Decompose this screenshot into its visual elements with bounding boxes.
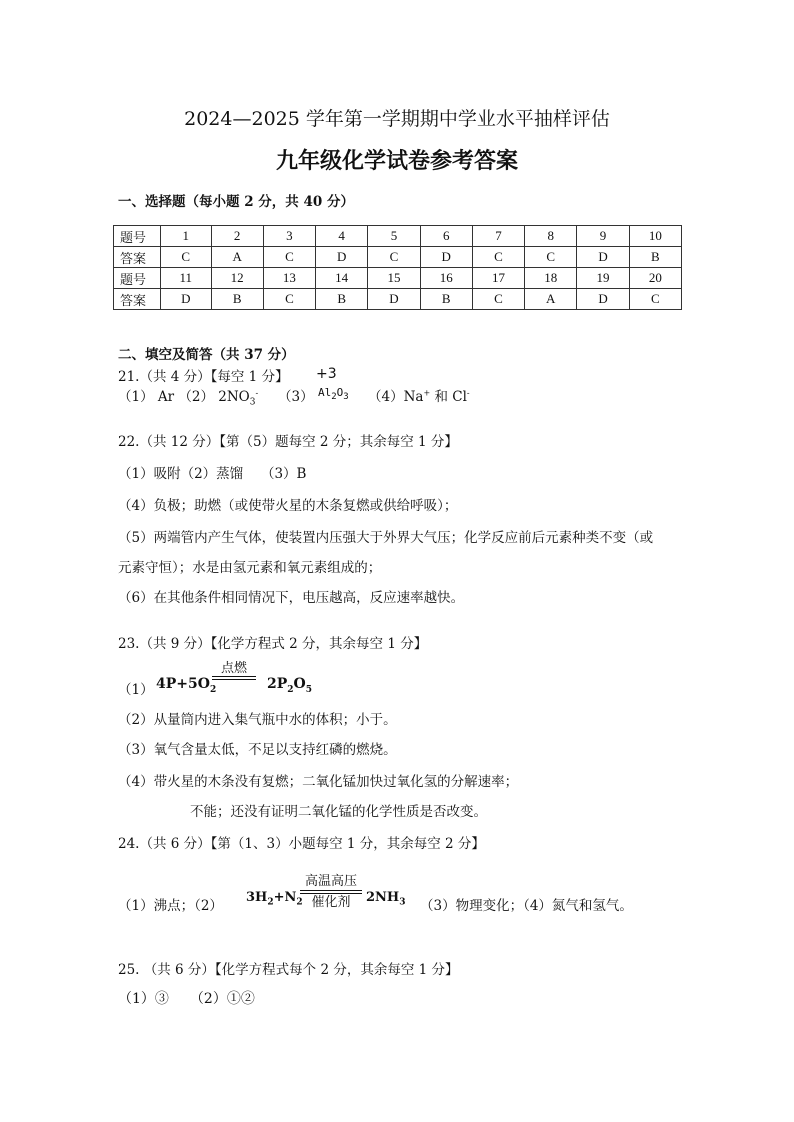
- table-cell: D: [577, 289, 629, 310]
- q24-eq-left: $3H_2+N_2$: [246, 890, 303, 908]
- table-row-header: 答案: [114, 247, 161, 268]
- table-cell: 17: [472, 268, 524, 289]
- table-cell: D: [577, 247, 629, 268]
- table-row: [114, 268, 682, 289]
- table-cell: 10: [629, 226, 681, 247]
- q24-header: 24.（共 6 分）【第（1、3）小题每空 1 分，其余每空 2 分】: [118, 836, 485, 852]
- table-cell: D: [420, 247, 472, 268]
- table-cell: 11: [161, 268, 212, 289]
- q24-cond-top: 高温高压: [304, 874, 357, 889]
- page-title: 2024—2025 学年第一学期期中学业水平抽样评估: [184, 108, 610, 130]
- table-cell: 15: [368, 268, 420, 289]
- table-cell: C: [263, 289, 315, 310]
- table-cell: 6: [420, 226, 472, 247]
- table-cell: B: [420, 289, 472, 310]
- table-cell: D: [368, 289, 420, 310]
- table-cell: B: [629, 247, 681, 268]
- table-cell: C: [368, 247, 420, 268]
- section2-heading: 二、填空及简答（共 37 分）: [118, 347, 295, 363]
- table-cell: 2: [211, 226, 263, 247]
- q24-eq-right: $2NH_3$: [366, 890, 406, 908]
- q21-valence: +3: [316, 366, 337, 382]
- q23-line5: 不能；还没有证明二氧化锰的化学性质是否改变。: [190, 804, 487, 820]
- answer-table: [113, 225, 682, 310]
- q23-eq-right: $2P_2O_5$: [267, 676, 313, 695]
- section1-heading: 一、选择题（每小题 2 分，共 40 分）: [118, 194, 354, 210]
- table-cell: D: [161, 289, 212, 310]
- table-row-header: 题号: [114, 226, 161, 247]
- q24-pre: （1）沸点；（2）: [118, 898, 223, 914]
- q23-header: 23.（共 9 分）【化学方程式 2 分，其余每空 1 分】: [118, 636, 428, 652]
- q22-line2: （4）负极；助燃（或使带火星的木条复燃或供给呼吸）；: [118, 498, 458, 514]
- page-subtitle: 九年级化学试卷参考答案: [275, 148, 518, 174]
- q21-a1-sup: -: [255, 388, 259, 398]
- q24-post: （3）物理变化；（4）氮气和氢气。: [420, 898, 633, 914]
- table-row: [114, 247, 682, 268]
- q22-line5: （6）在其他条件相同情况下，电压越高，反应速率越快。: [118, 590, 465, 606]
- table-cell: 5: [368, 226, 420, 247]
- q21-header: 21.（共 4 分）【每空 1 分】: [118, 369, 289, 385]
- q22-line1: （1）吸附（2）蒸馏 （3）B: [118, 466, 307, 482]
- table-cell: C: [263, 247, 315, 268]
- table-cell: D: [316, 247, 368, 268]
- table-cell: A: [525, 289, 577, 310]
- q21-answer-line: [118, 385, 258, 408]
- table-cell: 12: [211, 268, 263, 289]
- q22-line3: （5）两端管内产生气体，使装置内压强大于外界大气压；化学反应前后元素种类不变（或: [118, 530, 654, 546]
- q23-line2: （2）从量筒内进入集气瓶中水的体积；小于。: [118, 712, 397, 728]
- q21-a3-label: （3）: [278, 389, 314, 405]
- table-cell: 9: [577, 226, 629, 247]
- table-row: [114, 289, 682, 310]
- table-cell: 4: [316, 226, 368, 247]
- table-cell: 3: [263, 226, 315, 247]
- q23-line4: （4）带火星的木条没有复燃；二氧化锰加快过氧化氢的分解速率；: [118, 774, 519, 790]
- q25-header: 25. （共 6 分）【化学方程式每个 2 分，其余每空 1 分】: [118, 962, 459, 978]
- table-cell: 18: [525, 268, 577, 289]
- table-cell: 7: [472, 226, 524, 247]
- q23-eq-condition: 点燃: [220, 661, 247, 676]
- table-row-header: 答案: [114, 289, 161, 310]
- q24-cond-bottom: 催化剂: [311, 895, 351, 910]
- table-cell: A: [211, 247, 263, 268]
- q21-al2o3: $Al_2O_3$: [318, 386, 349, 403]
- q21-a1: （1） Ar （2） 2NO: [118, 389, 250, 405]
- table-row: [114, 226, 682, 247]
- table-cell: 16: [420, 268, 472, 289]
- table-row-header: 题号: [114, 268, 161, 289]
- q22-line4: 元素守恒）；水是由氢元素和氧元素组成的；: [118, 560, 382, 576]
- table-cell: C: [629, 289, 681, 310]
- table-cell: 8: [525, 226, 577, 247]
- q23-eq-label: （1）: [118, 682, 154, 698]
- q23-eq-left: $4P+5O_2$: [156, 676, 217, 695]
- table-cell: B: [316, 289, 368, 310]
- table-cell: 19: [577, 268, 629, 289]
- table-cell: C: [525, 247, 577, 268]
- q25-line1: （1）③ （2）①②: [118, 991, 255, 1007]
- table-cell: 1: [161, 226, 212, 247]
- table-cell: C: [472, 289, 524, 310]
- table-cell: 13: [263, 268, 315, 289]
- q22-header: 22.（共 12 分）【第（5）题每空 2 分；其余每空 1 分】: [118, 434, 458, 450]
- table-cell: 20: [629, 268, 681, 289]
- q21-a4: （4）Na+ 和 Cl-: [368, 388, 470, 405]
- q23-eq-arrow: [212, 662, 256, 680]
- table-cell: B: [211, 289, 263, 310]
- q24-eq-arrow: [300, 874, 362, 912]
- q23-line3: （3）氧气含量太低，不足以支持红磷的燃烧。: [118, 742, 397, 758]
- table-cell: C: [472, 247, 524, 268]
- q21-a1-sub: 3: [249, 397, 256, 408]
- table-cell: C: [161, 247, 212, 268]
- table-cell: 14: [316, 268, 368, 289]
